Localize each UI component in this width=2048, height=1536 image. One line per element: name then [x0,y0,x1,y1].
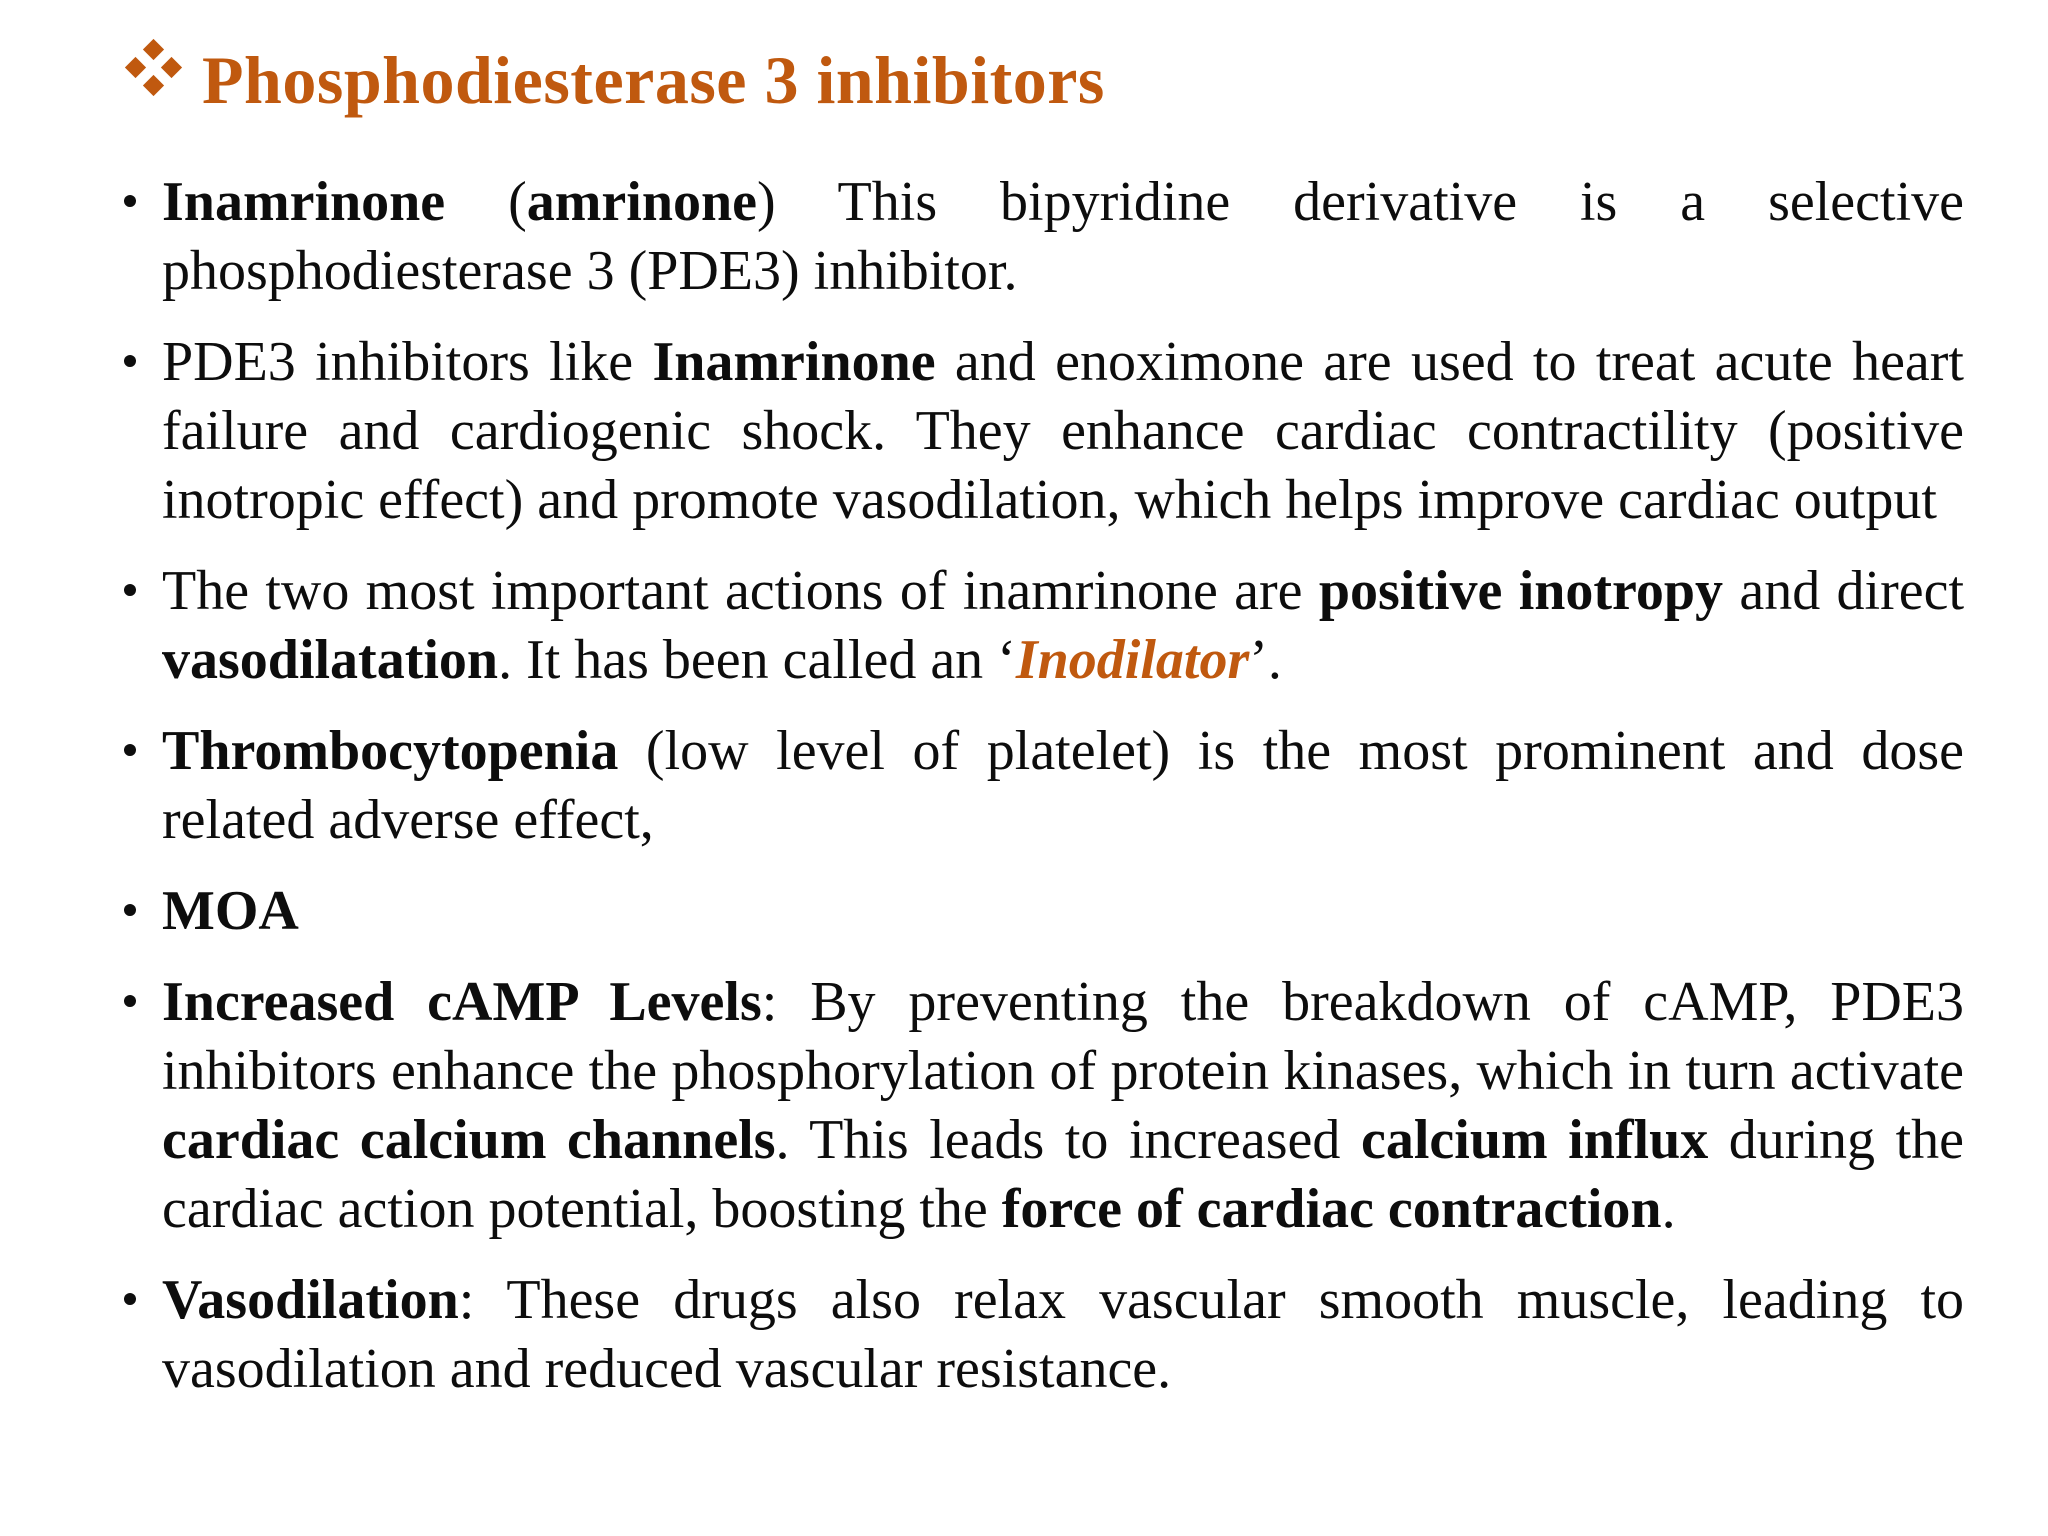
bullet-dot-icon [124,355,136,367]
text-run: and direct [1723,560,1965,622]
bullet-text [162,968,1964,1244]
text-run: ’. [1249,629,1282,691]
bullet-text [162,557,1964,695]
text-run: : By preventing the breakdown of cAMP, PDE3 inhibitors enhance the phosphorylation of protein kinases, which in turn activate [162,971,1965,1102]
bullet-list [124,168,1964,1426]
bullet-text [162,877,1964,946]
bullet-text [162,1266,1964,1404]
bullet-dot-icon [124,584,136,596]
bullet-dot-icon [124,1293,136,1305]
text-run: PDE3 inhibitors like [162,331,653,393]
term-force-of-contraction: force of cardiac contraction [1001,1178,1662,1240]
bullet-dot-icon [124,195,136,207]
text-run: The two most important actions of inamrinone are [162,560,1319,622]
four-diamond-bullet-icon [128,42,180,94]
term-vasodilatation: vasodilatation [162,629,499,691]
list-item-actions [124,557,1964,695]
term-inamrinone: Inamrinone [162,171,446,233]
text-run: ) This bipyridine derivative is a selective phosphodiesterase 3 (PDE3) inhibitor. [162,171,1964,302]
bullet-dot-icon [124,744,136,756]
term-thrombocytopenia: Thrombocytopenia [162,720,619,782]
text-run: . It has been called an ‘ [498,629,1016,691]
text-run: : These drugs also relax vascular smooth muscle, leading to vasodilation and reduced vascular resistance. [162,1269,1964,1400]
text-run: (low level of platelet) is the most prominent and dose related adverse effect, [162,720,1964,851]
bullet-text [162,717,1964,855]
list-item-camp [124,968,1964,1244]
bullet-text [162,168,1964,306]
bullet-dot-icon [124,904,136,916]
text-run: . [1661,1178,1676,1240]
term-calcium-influx: calcium influx [1360,1109,1709,1171]
list-item-moa [124,877,1964,946]
term-inamrinone: Inamrinone [652,331,936,393]
text-run: and enoximone are used to treat acute heart failure and cardiogenic shock. They enhance cardiac contractility (positive inotropic effect) and promote vasodilation, which helps improve cardiac output [162,331,1964,531]
slide-heading [128,30,1105,130]
term-inodilator: Inodilator [1015,629,1250,691]
bullet-text [162,328,1964,535]
term-vasodilation: Vasodilation [162,1269,459,1331]
list-item-uses [124,328,1964,535]
term-moa: MOA [162,880,299,942]
text-run: ( [445,171,527,233]
page-title: Phosphodiesterase 3 inhibitors [202,41,1105,118]
text-run: during the cardiac action potential, boosting the [162,1109,1964,1240]
bullet-dot-icon [124,995,136,1007]
term-positive-inotropy: positive inotropy [1318,560,1724,622]
list-item-vasodilation [124,1266,1964,1404]
term-cardiac-calcium-channels: cardiac calcium channels [162,1109,776,1171]
text-run: . This leads to increased [775,1109,1361,1171]
term-increased-camp: Increased cAMP Levels [162,971,762,1033]
list-item-thrombocytopenia [124,717,1964,855]
list-item-inamrinone [124,168,1964,306]
term-amrinone: amrinone [526,171,757,233]
